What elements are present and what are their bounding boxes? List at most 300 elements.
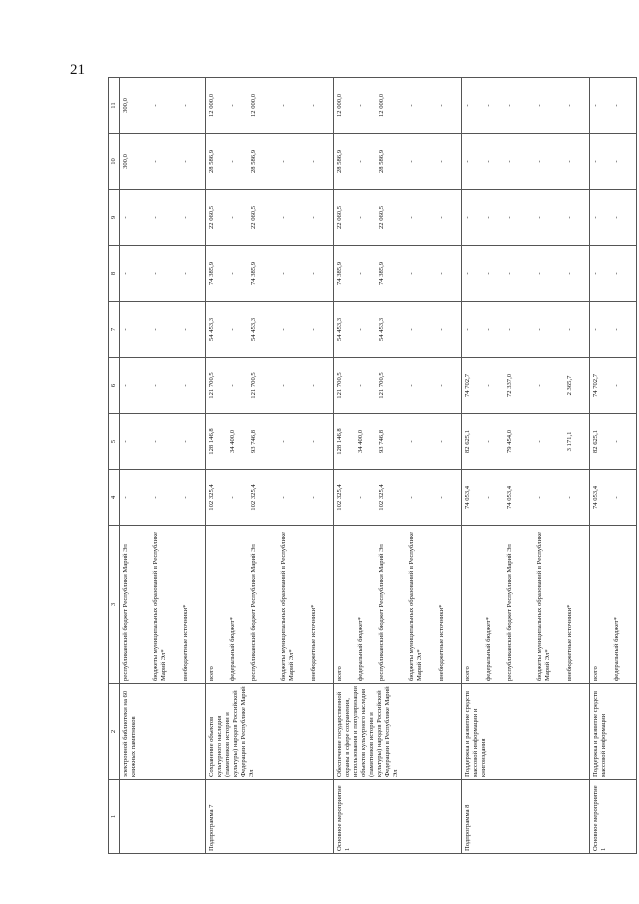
- year-values: [590, 134, 637, 190]
- row-gap: [575, 248, 587, 299]
- value-cell: -: [357, 496, 365, 499]
- value-cell: -: [464, 104, 472, 107]
- year-values: [590, 470, 637, 526]
- row-gap: [396, 360, 408, 411]
- value-cell: 34 400,0: [357, 429, 365, 454]
- row-gap: [601, 304, 613, 355]
- row-gap: [575, 360, 587, 411]
- value-cell: -: [357, 272, 365, 275]
- funding-sources: [206, 526, 334, 684]
- row-gap: [268, 528, 280, 681]
- row-gap: [473, 304, 485, 355]
- row-gap: [473, 80, 485, 131]
- value-cell: -: [310, 272, 318, 275]
- row-gap: [622, 528, 634, 681]
- value-cell: -: [536, 272, 544, 275]
- row-gap: [622, 416, 634, 467]
- row-gap: [345, 248, 357, 299]
- program-name: Обеспечение государственной охраны в сфере сохранения, использования и популяризации объектов культурного наследия (памятников истории и культуры) народов Российской Федерации в Республике Марий Эл: [334, 684, 462, 780]
- row-gap: [426, 472, 438, 523]
- row-gap: [217, 416, 229, 467]
- row-gap: [575, 192, 587, 243]
- row-gap: [366, 528, 378, 681]
- row-gap: [601, 80, 613, 131]
- page-number: 21: [70, 62, 85, 78]
- value-cell: -: [229, 272, 237, 275]
- funding-source-label: федеральный бюджет*: [485, 617, 493, 681]
- row-gap: [554, 248, 566, 299]
- row-gap: [554, 136, 566, 187]
- row-gap: [140, 528, 152, 681]
- row-gap: [366, 304, 378, 355]
- value-cell: 74 702,7: [592, 373, 600, 398]
- row-gap: [575, 416, 587, 467]
- value-cell: -: [506, 328, 514, 331]
- row-gap: [268, 192, 280, 243]
- row-gap: [524, 136, 536, 187]
- program-name: электронной библиотеки на 60 книжных памятников: [120, 684, 206, 780]
- row-gap: [524, 528, 536, 681]
- year-values: [462, 134, 590, 190]
- value-cell: -: [536, 328, 544, 331]
- row-gap: [601, 360, 613, 411]
- budget-table: [108, 77, 637, 854]
- value-cell: -: [280, 496, 288, 499]
- year-values: [590, 358, 637, 414]
- value-cell: -: [592, 328, 600, 331]
- value-cell: -: [182, 160, 190, 163]
- value-cell: 22 060,5: [336, 205, 344, 230]
- row-gap: [473, 416, 485, 467]
- value-cell: -: [485, 328, 493, 331]
- value-cell: -: [485, 384, 493, 387]
- row-gap: [426, 360, 438, 411]
- year-values: [334, 134, 462, 190]
- row-gap: [268, 248, 280, 299]
- funding-source-label: бюджеты муниципальных образований в Республике Марий Эл*: [408, 532, 424, 681]
- value-cell: -: [122, 328, 130, 331]
- row-gap: [217, 192, 229, 243]
- value-cell: -: [280, 328, 288, 331]
- row-gap: [366, 472, 378, 523]
- row-gap: [319, 360, 331, 411]
- row-gap: [494, 136, 506, 187]
- value-cell: -: [506, 216, 514, 219]
- value-cell: -: [408, 328, 416, 331]
- row-gap: [447, 416, 459, 467]
- funding-source-label: бюджеты муниципальных образований в Республике Марий Эл*: [152, 532, 168, 681]
- row-gap: [447, 192, 459, 243]
- year-values: [120, 78, 206, 134]
- row-gap: [622, 80, 634, 131]
- value-cell: -: [152, 496, 160, 499]
- value-cell: -: [536, 440, 544, 443]
- row-gap: [140, 192, 152, 243]
- column-number: 10: [109, 134, 120, 190]
- value-cell: -: [122, 440, 130, 443]
- value-cell: -: [122, 496, 130, 499]
- column-number: 8: [109, 246, 120, 302]
- value-cell: -: [280, 216, 288, 219]
- row-gap: [554, 304, 566, 355]
- value-cell: -: [357, 384, 365, 387]
- table-row: [120, 78, 206, 854]
- row-gap: [622, 360, 634, 411]
- row-gap: [298, 528, 310, 681]
- row-gap: [217, 304, 229, 355]
- value-cell: -: [485, 496, 493, 499]
- value-cell: -: [566, 160, 574, 163]
- row-gap: [140, 472, 152, 523]
- value-cell: -: [536, 160, 544, 163]
- row-gap: [494, 304, 506, 355]
- row-gap: [524, 304, 536, 355]
- funding-source-label: бюджеты муниципальных образований в Республике Марий Эл*: [280, 532, 296, 681]
- value-cell: -: [357, 328, 365, 331]
- value-cell: 121 700,5: [336, 372, 344, 399]
- value-cell: -: [229, 328, 237, 331]
- row-gap: [554, 80, 566, 131]
- column-number: 3: [109, 526, 120, 684]
- row-gap: [575, 136, 587, 187]
- row-gap: [396, 304, 408, 355]
- row-gap: [217, 360, 229, 411]
- row-gap: [622, 136, 634, 187]
- value-cell: -: [485, 104, 493, 107]
- value-cell: -: [122, 384, 130, 387]
- row-gap: [298, 472, 310, 523]
- row-gap: [524, 248, 536, 299]
- value-cell: 102 325,4: [250, 484, 258, 511]
- year-values: [206, 358, 334, 414]
- row-gap: [298, 80, 310, 131]
- row-gap: [473, 360, 485, 411]
- row-gap: [238, 248, 250, 299]
- column-number: 4: [109, 470, 120, 526]
- funding-source-label: республиканский бюджет Республики Марий Эл: [122, 544, 130, 681]
- year-values: [120, 302, 206, 358]
- value-cell: -: [438, 160, 446, 163]
- row-gap: [396, 80, 408, 131]
- value-cell: -: [613, 496, 621, 499]
- row-gap: [426, 248, 438, 299]
- year-values: [462, 358, 590, 414]
- row-gap: [298, 248, 310, 299]
- year-values: [120, 134, 206, 190]
- row-gap: [494, 416, 506, 467]
- value-cell: -: [280, 160, 288, 163]
- row-gap: [238, 416, 250, 467]
- value-cell: 74 385,9: [208, 261, 216, 286]
- value-cell: -: [566, 328, 574, 331]
- value-cell: -: [536, 384, 544, 387]
- year-values: [590, 78, 637, 134]
- row-gap: [319, 136, 331, 187]
- year-values: [462, 302, 590, 358]
- value-cell: -: [182, 216, 190, 219]
- column-number: 2: [109, 684, 120, 780]
- row-gap: [238, 472, 250, 523]
- row-gap: [494, 80, 506, 131]
- row-gap: [319, 80, 331, 131]
- row-gap: [554, 472, 566, 523]
- row-gap: [238, 304, 250, 355]
- funding-source-label: всего: [336, 666, 344, 681]
- row-gap: [575, 528, 587, 681]
- value-cell: -: [310, 104, 318, 107]
- row-gap: [298, 416, 310, 467]
- row-gap: [217, 248, 229, 299]
- row-gap: [575, 304, 587, 355]
- row-gap: [345, 416, 357, 467]
- value-cell: -: [310, 328, 318, 331]
- row-gap: [524, 472, 536, 523]
- value-cell: -: [357, 216, 365, 219]
- value-cell: -: [438, 328, 446, 331]
- row-gap: [473, 528, 485, 681]
- value-cell: 12 000,0: [250, 93, 258, 118]
- value-cell: -: [485, 440, 493, 443]
- value-cell: 300,0: [122, 98, 130, 113]
- value-cell: -: [592, 216, 600, 219]
- row-gap: [447, 136, 459, 187]
- value-cell: 121 700,5: [378, 372, 386, 399]
- value-cell: 72 337,0: [506, 373, 514, 398]
- year-values: [120, 246, 206, 302]
- funding-source-label: внебюджетные источники*: [566, 604, 574, 681]
- row-gap: [494, 360, 506, 411]
- value-cell: -: [592, 104, 600, 107]
- value-cell: 74 385,9: [378, 261, 386, 286]
- row-gap: [396, 528, 408, 681]
- row-gap: [554, 192, 566, 243]
- value-cell: 74 053,4: [464, 485, 472, 510]
- row-gap: [319, 416, 331, 467]
- value-cell: 93 746,8: [250, 429, 258, 454]
- row-gap: [170, 192, 182, 243]
- value-cell: -: [613, 104, 621, 107]
- value-cell: -: [438, 440, 446, 443]
- row-gap: [345, 80, 357, 131]
- funding-source-label: всего: [208, 666, 216, 681]
- value-cell: -: [536, 216, 544, 219]
- row-gap: [554, 528, 566, 681]
- row-gap: [601, 192, 613, 243]
- program-code: Основное мероприятие 1: [590, 780, 637, 854]
- program-code: Основное мероприятие 1: [334, 780, 462, 854]
- value-cell: -: [182, 104, 190, 107]
- value-cell: 121 700,5: [208, 372, 216, 399]
- value-cell: 102 325,4: [208, 484, 216, 511]
- year-values: [462, 190, 590, 246]
- value-cell: -: [357, 160, 365, 163]
- row-gap: [140, 80, 152, 131]
- value-cell: -: [229, 216, 237, 219]
- row-gap: [217, 136, 229, 187]
- row-gap: [426, 528, 438, 681]
- row-gap: [319, 304, 331, 355]
- value-cell: 79 454,0: [506, 429, 514, 454]
- program-code: [120, 780, 206, 854]
- column-number-row: [109, 78, 120, 854]
- row-gap: [494, 528, 506, 681]
- row-gap: [345, 528, 357, 681]
- funding-source-label: внебюджетные источники*: [182, 604, 190, 681]
- value-cell: 22 060,5: [208, 205, 216, 230]
- value-cell: -: [613, 440, 621, 443]
- row-gap: [601, 136, 613, 187]
- row-gap: [298, 304, 310, 355]
- value-cell: 74 385,9: [250, 261, 258, 286]
- value-cell: -: [506, 104, 514, 107]
- row-gap: [473, 192, 485, 243]
- value-cell: 74 053,4: [506, 485, 514, 510]
- value-cell: -: [408, 496, 416, 499]
- funding-source-label: всего: [464, 666, 472, 681]
- row-gap: [575, 472, 587, 523]
- row-gap: [191, 528, 203, 681]
- row-gap: [447, 248, 459, 299]
- value-cell: -: [152, 216, 160, 219]
- value-cell: 102 325,4: [378, 484, 386, 511]
- row-gap: [170, 248, 182, 299]
- value-cell: -: [152, 272, 160, 275]
- year-values: [334, 190, 462, 246]
- row-gap: [524, 80, 536, 131]
- value-cell: 128 146,8: [208, 428, 216, 455]
- row-gap: [319, 248, 331, 299]
- row-gap: [396, 472, 408, 523]
- row-gap: [366, 80, 378, 131]
- funding-source-label: бюджеты муниципальных образований в Республике Марий Эл*: [536, 532, 552, 681]
- table-row: [462, 78, 590, 854]
- row-gap: [191, 80, 203, 131]
- value-cell: -: [280, 272, 288, 275]
- value-cell: -: [310, 384, 318, 387]
- row-gap: [268, 472, 280, 523]
- value-cell: -: [280, 104, 288, 107]
- value-cell: -: [613, 384, 621, 387]
- value-cell: 82 625,1: [464, 429, 472, 454]
- value-cell: -: [613, 272, 621, 275]
- value-cell: -: [485, 216, 493, 219]
- value-cell: -: [506, 160, 514, 163]
- year-values: [334, 358, 462, 414]
- funding-sources: [462, 526, 590, 684]
- row-gap: [396, 136, 408, 187]
- row-gap: [268, 360, 280, 411]
- value-cell: -: [122, 272, 130, 275]
- row-gap: [268, 136, 280, 187]
- row-gap: [524, 360, 536, 411]
- row-gap: [140, 248, 152, 299]
- row-gap: [366, 192, 378, 243]
- value-cell: -: [592, 272, 600, 275]
- year-values: [206, 190, 334, 246]
- row-gap: [622, 248, 634, 299]
- row-gap: [170, 416, 182, 467]
- column-number: 1: [109, 780, 120, 854]
- row-gap: [426, 80, 438, 131]
- row-gap: [217, 80, 229, 131]
- row-gap: [238, 80, 250, 131]
- row-gap: [426, 416, 438, 467]
- row-gap: [447, 528, 459, 681]
- year-values: [462, 470, 590, 526]
- funding-source-label: федеральный бюджет*: [229, 617, 237, 681]
- column-number: 11: [109, 78, 120, 134]
- value-cell: -: [357, 104, 365, 107]
- row-gap: [345, 472, 357, 523]
- row-gap: [268, 80, 280, 131]
- row-gap: [601, 248, 613, 299]
- value-cell: -: [613, 160, 621, 163]
- row-gap: [217, 528, 229, 681]
- value-cell: -: [310, 216, 318, 219]
- value-cell: 22 060,5: [250, 205, 258, 230]
- year-values: [462, 78, 590, 134]
- funding-sources: [334, 526, 462, 684]
- value-cell: 82 625,1: [592, 429, 600, 454]
- value-cell: -: [438, 272, 446, 275]
- value-cell: -: [536, 104, 544, 107]
- row-gap: [366, 248, 378, 299]
- year-values: [120, 190, 206, 246]
- row-gap: [319, 472, 331, 523]
- value-cell: -: [438, 104, 446, 107]
- row-gap: [170, 136, 182, 187]
- value-cell: 12 000,0: [336, 93, 344, 118]
- value-cell: 74 702,7: [464, 373, 472, 398]
- value-cell: -: [152, 104, 160, 107]
- value-cell: -: [408, 160, 416, 163]
- value-cell: 102 325,4: [336, 484, 344, 511]
- row-gap: [396, 192, 408, 243]
- program-name: Поддержка и развитие средств массовой информации: [590, 684, 637, 780]
- row-gap: [396, 416, 408, 467]
- row-gap: [191, 304, 203, 355]
- row-gap: [426, 136, 438, 187]
- row-gap: [524, 416, 536, 467]
- value-cell: -: [613, 216, 621, 219]
- value-cell: -: [408, 440, 416, 443]
- value-cell: -: [464, 216, 472, 219]
- value-cell: 54 453,3: [336, 317, 344, 342]
- row-gap: [191, 416, 203, 467]
- value-cell: 128 146,8: [336, 428, 344, 455]
- row-gap: [238, 192, 250, 243]
- year-values: [206, 246, 334, 302]
- row-gap: [170, 528, 182, 681]
- row-gap: [170, 360, 182, 411]
- column-number: 9: [109, 190, 120, 246]
- value-cell: 28 586,9: [208, 149, 216, 174]
- funding-source-label: внебюджетные источники*: [438, 604, 446, 681]
- value-cell: 2 365,7: [566, 375, 574, 396]
- value-cell: -: [229, 160, 237, 163]
- row-gap: [140, 416, 152, 467]
- row-gap: [345, 192, 357, 243]
- row-gap: [191, 192, 203, 243]
- row-gap: [473, 136, 485, 187]
- value-cell: 22 060,5: [378, 205, 386, 230]
- row-gap: [298, 136, 310, 187]
- value-cell: -: [485, 160, 493, 163]
- value-cell: -: [408, 216, 416, 219]
- value-cell: -: [229, 384, 237, 387]
- value-cell: -: [229, 496, 237, 499]
- value-cell: -: [566, 272, 574, 275]
